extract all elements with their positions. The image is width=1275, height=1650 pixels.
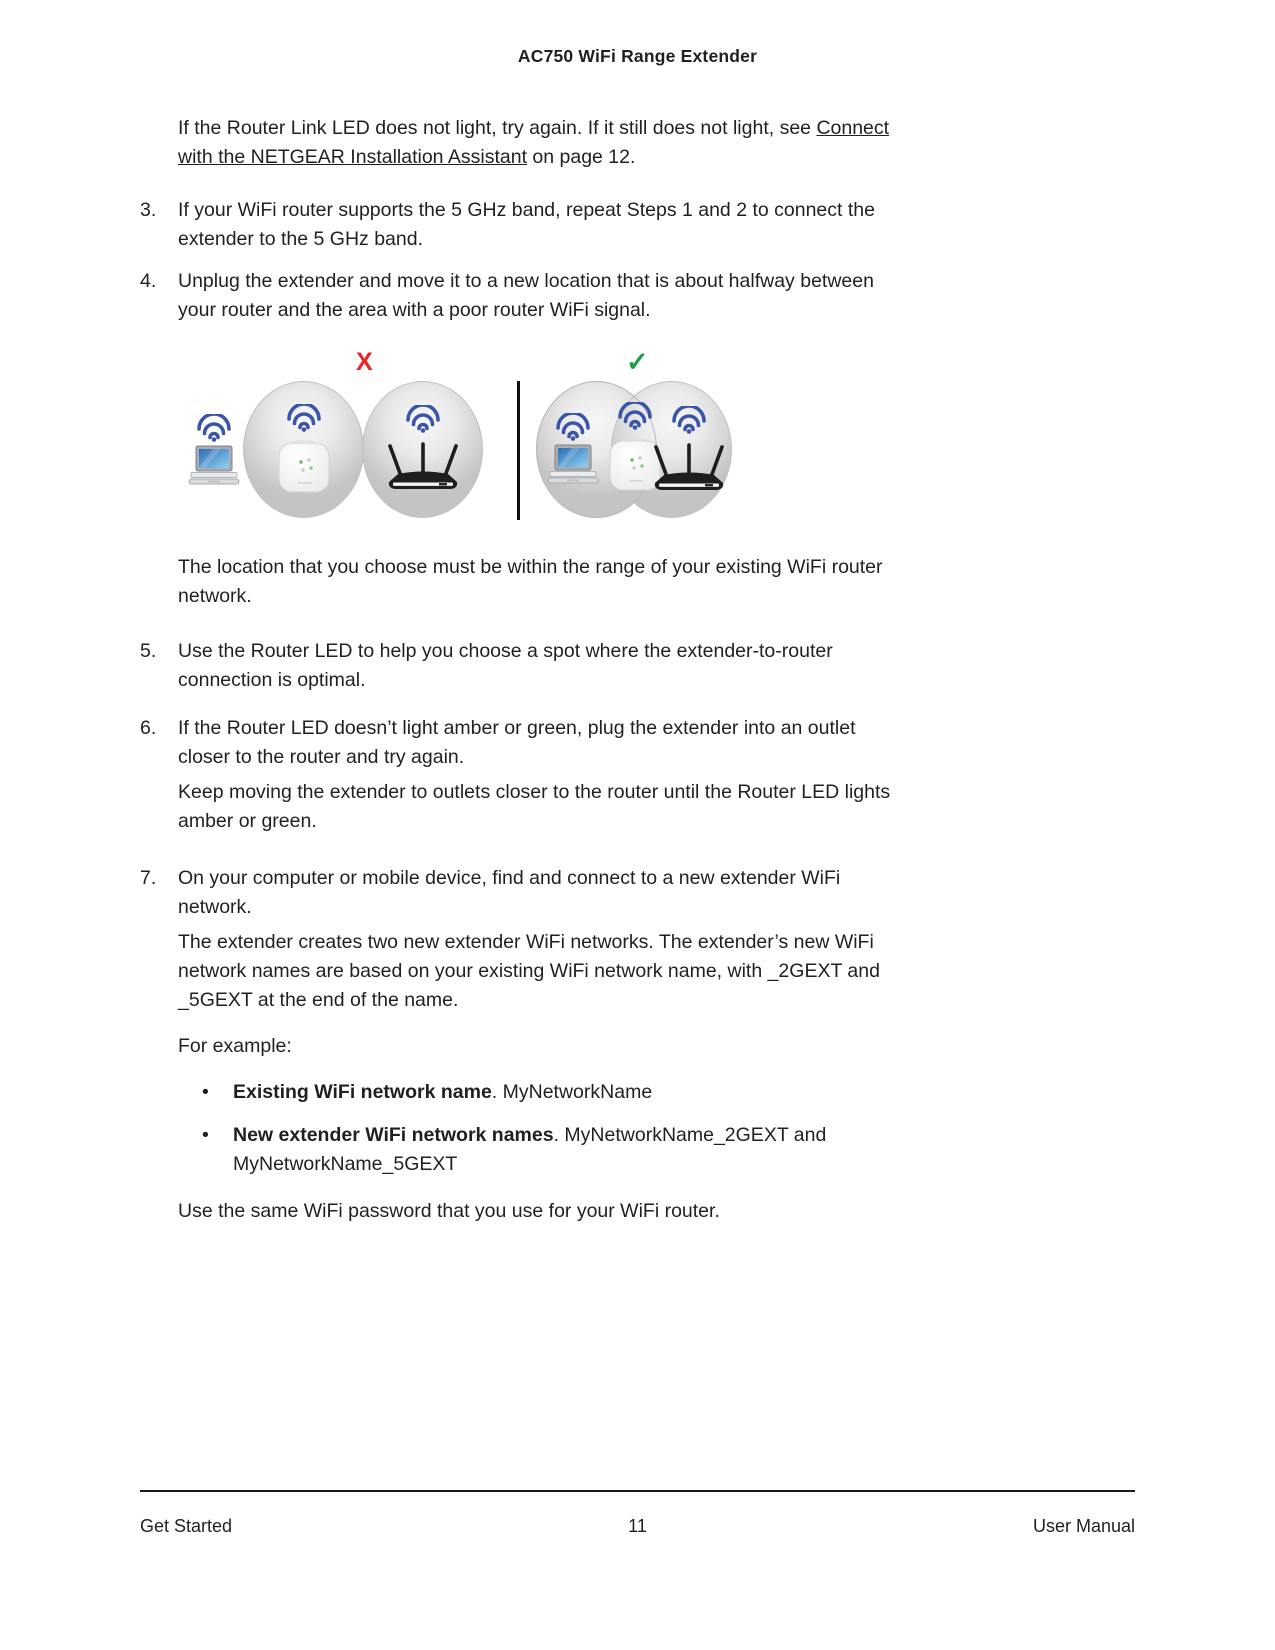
step-7 [140,864,1135,922]
step-number: 6. [140,717,157,739]
step-number: 4. [140,270,157,292]
location-note: The location that you choose must be within the range of your existing WiFi router network. [178,556,883,607]
step-text: Use the Router LED to help you choose a spot where the extender-to-router connection is optimal. [178,640,833,691]
step-text: If your WiFi router supports the 5 GHz band, repeat Steps 1 and 2 to connect the extender to the 5 GHz band. [178,199,875,250]
intro-paragraph [178,114,1135,172]
bullet-text [233,1078,652,1107]
coverage-circle [243,381,364,518]
wifi-icon [670,406,708,434]
right-placement-mark: ✓ [626,347,649,377]
bullet-existing-network [202,1078,1135,1107]
wrong-placement-mark: X [356,348,373,376]
step-7-note: The extender creates two new extender WiFi networks. The extender’s new WiFi network names are based on your existing WiFi network name, with _2GEXT and _5GEXT at the end of the name. [178,931,880,1011]
example-label: For example: [178,1035,292,1057]
step-number: 3. [140,199,157,221]
step-6-note: Keep moving the extender to outlets closer to the router until the Router LED lights amber or green. [178,781,891,832]
wifi-icon [404,405,442,433]
coverage-circle [362,381,483,518]
bullet-text [233,1121,826,1179]
step-text: On your computer or mobile device, find and connect to a new extender WiFi network. [178,867,841,918]
step-number: 5. [140,640,157,662]
step-text: Unplug the extender and move it to a new location that is about halfway between your router and the area with a poor router WiFi signal. [178,270,874,321]
footer-doc-type: User Manual [1032,1516,1136,1536]
router-icon [649,437,729,495]
bullet-bold-label: New extender WiFi network names [233,1124,554,1146]
bullet-value: . MyNetworkName_2GEXT and MyNetworkName_5GEXT [233,1124,827,1175]
footer-section-title: Get Started [140,1516,233,1536]
page-footer [140,1490,1135,1537]
laptop-icon [188,445,240,486]
bad-placement-example [188,349,483,518]
step-4 [140,267,1135,325]
step-text: If the Router LED doesn’t light amber or green, plug the extender into an outlet closer to the router and try again. [178,717,856,768]
wifi-icon [554,413,592,441]
bullet-icon: • [202,1081,209,1103]
laptop-icon [547,444,599,485]
intro-text-after: on page 12. [526,146,636,168]
step-6 [140,714,1135,772]
placement-diagram [188,349,1135,519]
bullet-icon: • [202,1124,209,1146]
good-placement-example [536,349,736,518]
extender-icon [276,435,332,495]
extender-device [276,404,332,495]
bullet-value: . MyNetworkName [491,1081,653,1103]
wifi-icon [195,414,233,442]
step-3 [140,196,1135,254]
step-number: 7. [140,867,157,889]
page-content [140,0,1135,1226]
laptop-device [547,413,599,485]
intro-text: If the Router Link LED does not light, try again. If it still does not light, see [178,117,817,139]
laptop-device [188,414,240,486]
step-5 [140,637,1135,695]
router-icon [383,436,463,494]
bullet-new-networks [202,1121,1135,1179]
diagram-divider [517,381,520,520]
wifi-icon [285,404,323,432]
installation-assistant-link-part1[interactable]: Connect [816,117,890,139]
router-device [649,406,729,495]
page-number: 11 [628,1516,647,1536]
installation-assistant-link-part2[interactable]: with the NETGEAR Installation Assistant [178,146,527,168]
page-title: AC750 WiFi Range Extender [517,46,758,66]
router-device [383,405,463,494]
bullet-bold-label: Existing WiFi network name [233,1081,492,1103]
closing-paragraph: Use the same WiFi password that you use for your WiFi router. [178,1200,720,1222]
